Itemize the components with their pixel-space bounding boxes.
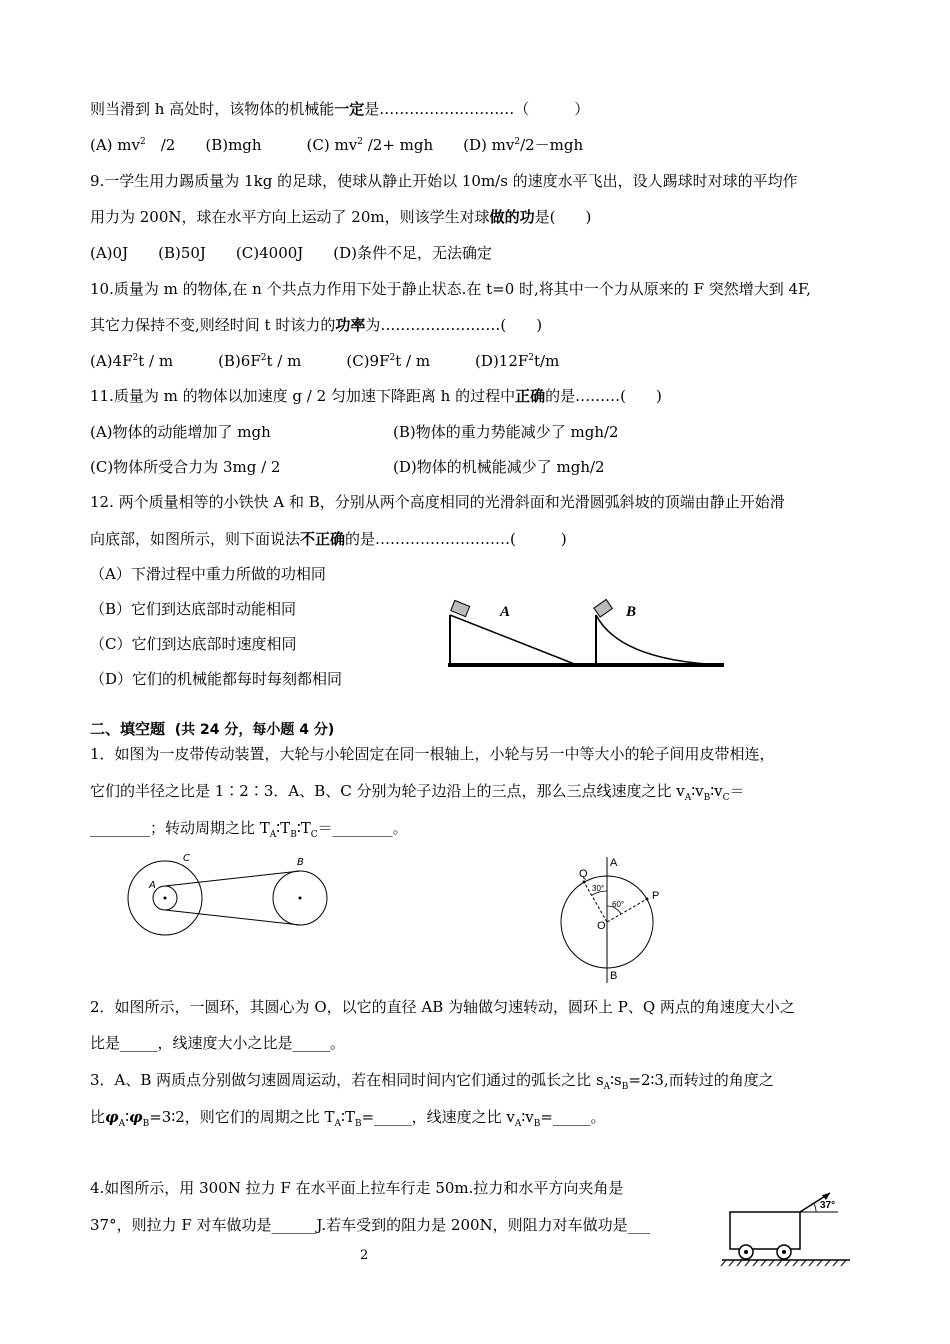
ring-label-b: B bbox=[610, 970, 618, 982]
q11-option-b: (B)物体的重力势能减少了 mgh/2 bbox=[393, 423, 619, 441]
q10-stem: 10.质量为 m 的物体,在 n 个共点力作用下处于静止状态.在 t=0 时,将其中一个力从原来的 F 突然增大到 4F, bbox=[90, 280, 811, 298]
q12-option-c: （C）它们到达底部时速度相同 bbox=[90, 635, 297, 653]
q11-stem: 11.质量为 m 的物体以加速度 g / 2 匀加速下降距离 h 的过程中正确的是………( ) bbox=[90, 387, 662, 405]
pulley-label-b: B bbox=[297, 857, 304, 868]
pulley-figure bbox=[125, 853, 340, 948]
ring-figure bbox=[555, 855, 670, 985]
f3-stem-2: 比$\varphi_A∶\varphi_B=3∶2$，则它们的周期之比 $T_A∶T_B=\_\_\_\_\_$，线速度之比 $v_A∶v_B=\_\_\_\_\_$。 bbox=[90, 1108, 606, 1129]
f4-stem-2: 37°，则拉力 F 对车做功是______J.若车受到的阻力是 200N，则阻力对车做功是___ bbox=[90, 1216, 651, 1234]
f2-stem: 2．如图所示，一圆环，其圆心为 O，以它的直径 AB 为轴做匀速转动，圆环上 P、Q 两点的角速度大小之 bbox=[90, 998, 795, 1016]
incline-label-b: B bbox=[626, 604, 637, 620]
ring-label-q: Q bbox=[579, 868, 588, 880]
q11-option-c: (C)物体所受合力为 3mg / 2 bbox=[90, 458, 281, 476]
q12-option-d: （D）它们的机械能都每时每刻都相同 bbox=[90, 670, 343, 688]
q10-options: $(A)4F^2t$ / m $(B)6F^2t$ / m $(C)9F^2t$ / m $(D)12F^2t/m$ bbox=[90, 352, 560, 370]
q8-options: (A) $mv^2$ /2 (B)mgh (C) $mv^2$ /2+ mgh (D) $mv^2/2-mgh$ bbox=[90, 136, 584, 154]
q10-stem-2: 其它力保持不变,则经时间 t 时该力的功率为……………………( ) bbox=[90, 316, 543, 334]
f1-stem: 1．如图为一皮带传动装置，大轮与小轮固定在同一根轴上，小轮与另一中等大小的轮子间用皮带相连， bbox=[90, 745, 775, 763]
q11-option-a: (A)物体的动能增加了 mgh bbox=[90, 423, 271, 441]
pulley-label-c: C bbox=[183, 853, 190, 864]
q9-stem: 9.一学生用力踢质量为 1kg 的足球，使球从静止开始以 10m/s 的速度水平飞出，设人踢球时对球的平均作 bbox=[90, 172, 798, 190]
f4-stem: 4.如图所示，用 300N 拉力 F 在水平面上拉车行走 50m.拉力和水平方向夹角是 bbox=[90, 1179, 624, 1197]
ring-angle-q: 30° bbox=[592, 884, 605, 893]
q9-options: (A)0J (B)50J (C)4000J (D)条件不足，无法确定 bbox=[90, 244, 493, 262]
q9-stem-2: 用力为 200N，球在水平方向上运动了 20m，则该学生对球做的功是( ) bbox=[90, 208, 592, 226]
q12-stem: 12. 两个质量相等的小铁快 A 和 B，分别从两个高度相同的光滑斜面和光滑圆弧斜坡的顶端由静止开始滑 bbox=[90, 493, 785, 511]
q11-option-d: (D)物体的机械能减少了 mgh/2 bbox=[393, 458, 605, 476]
q12-option-b: （B）它们到达底部时动能相同 bbox=[90, 600, 297, 618]
pulley-label-a: A bbox=[149, 880, 156, 891]
q12-option-a: （A）下滑过程中重力所做的功相同 bbox=[90, 565, 326, 583]
f1-stem-3: ________；转动周期之比 $T_A∶T_B∶T_C=\_\_\_\_\_\_\_\_$。 bbox=[90, 819, 408, 840]
f2-stem-2: 比是_____，线速度大小之比是_____。 bbox=[90, 1034, 346, 1052]
q12-stem-2: 向底部，如图所示，则下面说法不正确的是………………………( ) bbox=[90, 530, 567, 548]
f1-stem-2: 它们的半径之比是 1∶2∶3．A、B、C 分别为轮子边沿上的三点，那么三点线速度之比 $v_A∶v_B∶v_C=$ bbox=[90, 782, 745, 803]
page-number: 2 bbox=[360, 1248, 369, 1263]
f3-stem: 3．A、B 两质点分别做匀速圆周运动，若在相同时间内它们通过的弧长之比 $s_A∶s_B=2∶3$,而转过的角度之 bbox=[90, 1071, 774, 1092]
incline-label-a: A bbox=[500, 604, 511, 620]
ring-label-o: O bbox=[597, 920, 606, 932]
section-title: 二、填空题 (共 24 分，每小题 4 分) bbox=[90, 720, 335, 738]
incline-figure bbox=[440, 595, 730, 675]
ring-label-p: P bbox=[652, 890, 660, 902]
cart-figure bbox=[718, 1188, 853, 1268]
ring-angle-p: 60° bbox=[612, 900, 625, 909]
ring-label-a: A bbox=[610, 857, 618, 869]
cart-angle: 37° bbox=[820, 1200, 836, 1211]
text-line: 则当滑到 h 高处时，该物体的机械能一定是………………………（ ） bbox=[90, 100, 590, 118]
